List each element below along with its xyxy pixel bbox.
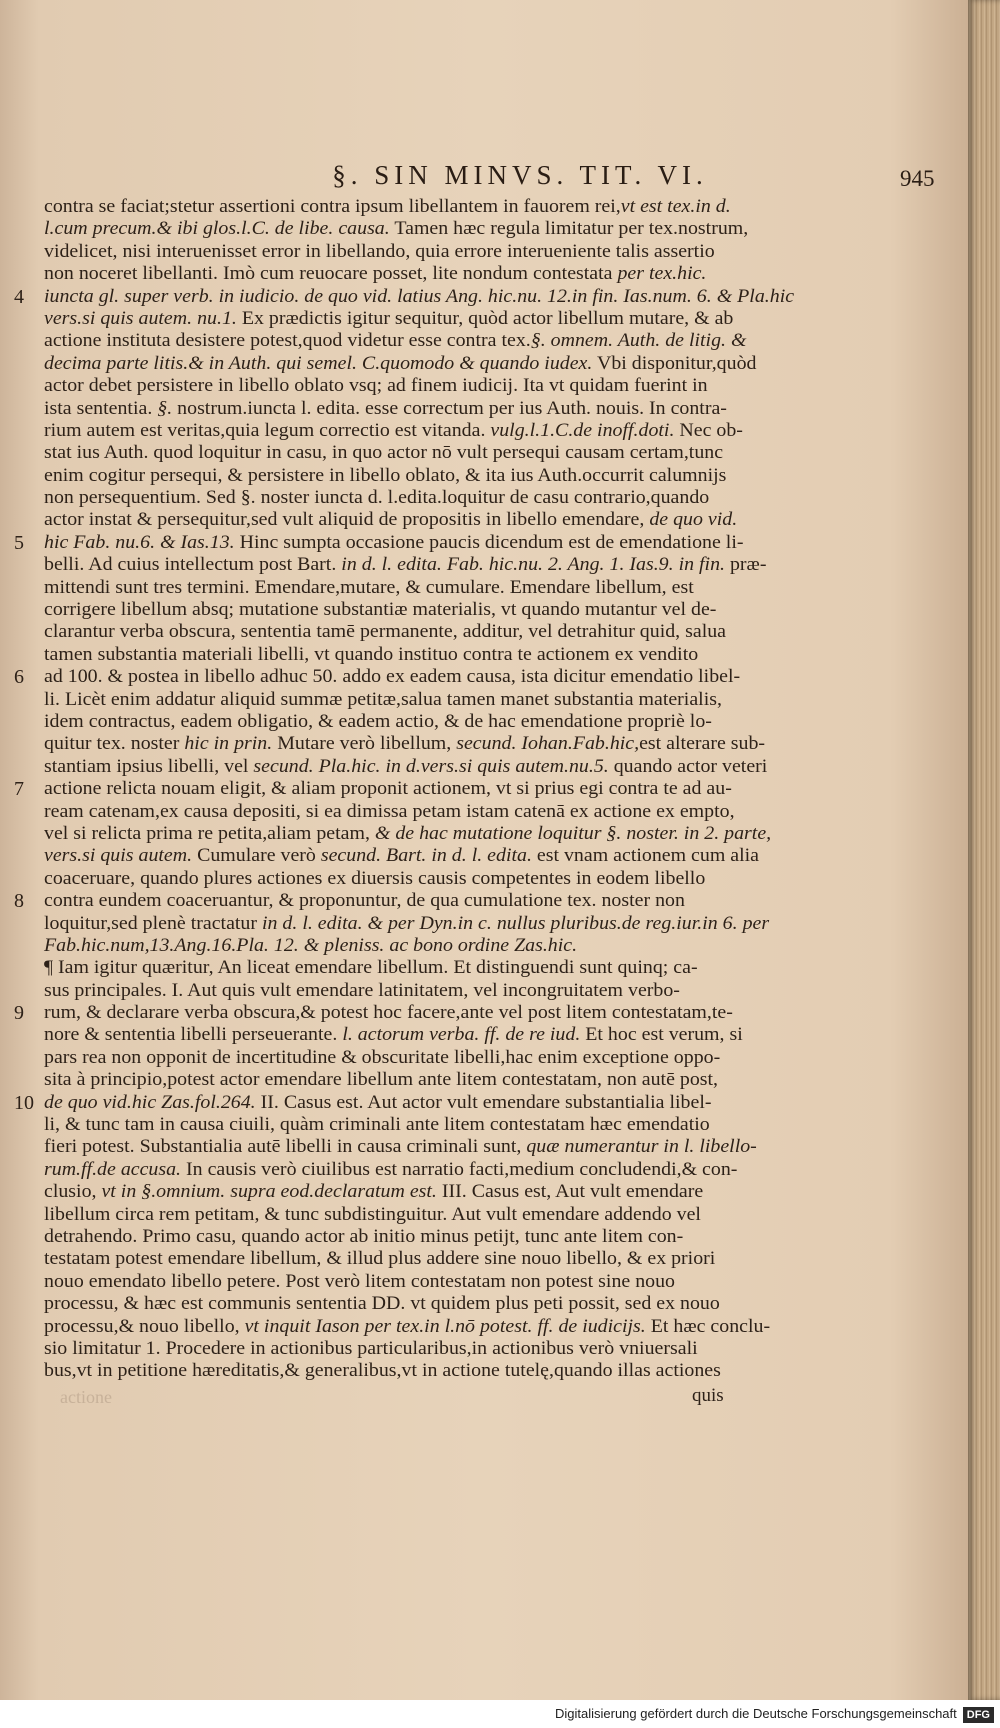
- text-line: videlicet, nisi interuenisset error in libellando, quia errore interueniente talis assertio: [44, 240, 715, 262]
- text-line: actione instituta desistere potest,quod videtur esse contra tex.§. omnem. Auth. de litig. &: [44, 330, 747, 352]
- margin-number: 9: [14, 1002, 24, 1025]
- text-line: detrahendo. Primo casu, quando actor ab initio minus petijt, tunc ante litem con-: [44, 1225, 684, 1247]
- text-line: clarantur verba obscura, sententia tamē permanente, additur, vel detrahitur quid, salua: [44, 621, 727, 643]
- text-line: idem contractus, eadem obligatio, & eadem actio, & de hac emendatione propriè lo-: [44, 710, 712, 732]
- text-line: mittendi sunt tres termini. Emendare,mutare, & cumulare. Emendare libellum, est: [44, 576, 694, 598]
- text-line: processu,& nouo libello, vt inquit Iason per tex.in l.nō potest. ff. de iudicijs. Et hæc conclu-: [44, 1315, 771, 1337]
- text-line: l.cum precum.& ibi glos.l.C. de libe. causa. Tamen hæc regula limitatur per tex.nostrum,: [44, 218, 749, 240]
- margin-number: 4: [14, 285, 24, 308]
- dfg-logo-icon: DFG: [963, 1707, 994, 1723]
- text-line: actor instat & persequitur,sed vult aliquid de propositis in libello emendare, de quo vid.: [44, 509, 738, 531]
- text-line: non noceret libellanti. Imò cum reuocare posset, lite nondum contestata per tex.hic.: [44, 263, 707, 285]
- margin-number: 7: [14, 778, 24, 801]
- text-line: loquitur,sed plenè tractatur in d. l. edita. & per Dyn.in c. nullus pluribus.de reg.iur.in 6. per: [44, 912, 770, 934]
- text-line: li, & tunc tam in causa ciuili, quàm criminali ante litem contestatam hæc emendatio: [44, 1114, 710, 1136]
- text-line: stantiam ipsius libelli, vel secund. Pla.hic. in d.vers.si quis autem.nu.5. quando actor veteri: [44, 755, 768, 777]
- text-line: coaceruare, quando plures actiones ex diuersis causis competentes in eodem libello: [44, 867, 706, 889]
- text-line: testatam potest emendare libellum, & illud plus addere sine nouo libello, & ex priori: [44, 1248, 716, 1270]
- text-line: actor debet persistere in libello oblato vsq; ad finem iudicij. Ita vt quidam fuerint in: [44, 375, 708, 397]
- text-line: vers.si quis autem. Cumulare verò secund. Bart. in d. l. edita. est vnam actionem cum alia: [44, 845, 759, 867]
- text-line: processu, & hæc est communis sententia DD. vt quidem plus peti possit, sed ex nouo: [44, 1293, 720, 1315]
- text-line: contra se faciat;stetur assertioni contra ipsum libellantem in fauorem rei,vt est tex.in d.: [44, 196, 731, 217]
- text-line: corrigere libellum absq; mutatione substantiæ materialis, vt quando mutantur vel de-: [44, 599, 717, 621]
- text-line: sita à principio,potest actor emendare libellum ante litem contestatam, non autē post,: [44, 1069, 719, 1091]
- margin-number: 6: [14, 666, 24, 689]
- text-line: de quo vid.hic Zas.fol.264. II. Casus est. Aut actor vult emendare substantialia libel-: [44, 1091, 712, 1113]
- text-line: clusio, vt in §.omnium. supra eod.declaratum est. III. Casus est, Aut vult emendare: [44, 1181, 704, 1203]
- text-line: sio limitatur 1. Procedere in actionibus particularibus,in actionibus verò vniuersali: [44, 1337, 698, 1359]
- text-line: Fab.hic.num,13.Ang.16.Pla. 12. & pleniss. ac bono ordine Zas.hic.: [44, 934, 578, 956]
- text-line: actione relicta nouam eligit, & aliam proponit actionem, vt si prius egi contra te ad au-: [44, 778, 732, 800]
- text-line: bus,vt in petitione hæreditatis,& generalibus,vt in actione tutelę,quando illas actiones: [44, 1360, 721, 1382]
- text-line: ¶ Iam igitur quæritur, An liceat emendare libellum. Et distinguendi sunt quinq; ca-: [44, 957, 698, 979]
- text-line: rum.ff.de accusa. In causis verò ciuilibus est narratio facti,medium concludendi,& con-: [44, 1158, 738, 1180]
- text-line: rum, & declarare verba obscura,& potest hoc facere,ante vel post litem contestatam,te-: [44, 1002, 733, 1024]
- text-line: vers.si quis autem. nu.1. Ex prædictis igitur sequitur, quòd actor libellum mutare, & ab: [44, 307, 734, 329]
- catchword: quis: [692, 1385, 724, 1407]
- text-line: contra eundem coaceruantur, & proponuntur, de qua cumulatione tex. noster non: [44, 890, 685, 912]
- margin-number: 10: [14, 1092, 34, 1114]
- footer-text: Digitalisierung gefördert durch die Deutsche Forschungsgemeinschaft: [554, 1706, 957, 1721]
- text-line: nore & sententia libelli perseuerante. l. actorum verba. ff. de re iud. Et hoc est verum, si: [44, 1024, 743, 1046]
- text-line: quitur tex. noster hic in prin. Mutare verò libellum, secund. Iohan.Fab.hic,est alterare sub-: [44, 733, 766, 755]
- text-line: hic Fab. nu.6. & Ias.13. Hinc sumpta occasione paucis dicendum est de emendatione li-: [44, 531, 744, 553]
- text-line: vel si relicta prima re petita,aliam petam, & de hac mutatione loquitur §. noster. in 2. parte,: [44, 822, 772, 844]
- page-edge: [968, 0, 1000, 1700]
- text-line: decima parte litis.& in Auth. qui semel. C.quomodo & quando iudex. Vbi disponitur,quòd: [44, 352, 757, 374]
- running-header: §. SIN MINVS. TIT. VI.: [332, 160, 708, 190]
- digitization-footer: [0, 1700, 1000, 1728]
- text-line: belli. Ad cuius intellectum post Bart. in d. l. edita. Fab. hic.nu. 2. Ang. 1. Ias.9. in fin. præ-: [44, 554, 767, 576]
- text-line: li. Licèt enim addatur aliquid summæ petitæ,salua tamen manet substantia materialis,: [44, 688, 722, 710]
- margin-number: 5: [14, 532, 24, 554]
- text-line: tamen substantia materiali libelli, vt quando instituo contra te actionem ex vendito: [44, 643, 699, 665]
- page-number: 945: [900, 166, 935, 191]
- text-line: pars rea non opponit de incertitudine & obscuritate libelli,hac enim exceptione oppo-: [44, 1046, 721, 1068]
- text-line: iuncta gl. super verb. in iudicio. de quo vid. latius Ang. hic.nu. 12.in fin. Ias.num. 6. & Pla.hic: [44, 285, 795, 307]
- text-line: sus principales. I. Aut quis vult emendare latinitatem, vel incongruitatem verbo-: [44, 979, 680, 1001]
- text-line: fieri potest. Substantialia autē libelli in causa criminali sunt, quæ numerantur in l. libello-: [44, 1136, 757, 1158]
- margin-number: 8: [14, 890, 24, 913]
- body-text: [44, 196, 793, 1383]
- text-line: stat ius Auth. quod loquitur in casu, in quo actor nō vult persequi causam certam,tunc: [44, 442, 724, 464]
- text-line: libellum circa rem petitam, & tunc subdistinguitur. Aut vult emendare addendo vel: [44, 1203, 701, 1225]
- text-line: rium autem est veritas,quia legum correctio est vitanda. vulg.l.1.C.de inoff.doti. Nec ob-: [44, 419, 743, 441]
- text-line: ista sententia. §. nostrum.iuncta l. edita. esse correctum per ius Auth. nouis. In contra-: [44, 397, 727, 419]
- text-line: nouo emendato libello petere. Post verò litem contestatam non potest sine nouo: [44, 1270, 675, 1292]
- text-line: non persequentium. Sed §. noster iuncta d. l.edita.loquitur de casu contrario,quando: [44, 487, 710, 509]
- text-line: ad 100. & postea in libello adhuc 50. addo ex eadem causa, ista dicitur emendatio libel-: [44, 666, 741, 688]
- text-line: ream catenam,ex causa depositi, si ea dimissa petam istam catenā ex actione ex empto,: [44, 800, 735, 822]
- bleed-through-text: actione: [60, 1387, 112, 1408]
- text-line: enim cogitur persequi, & persistere in libello oblato, & ita ius Auth.occurrit calumnijs: [44, 464, 727, 486]
